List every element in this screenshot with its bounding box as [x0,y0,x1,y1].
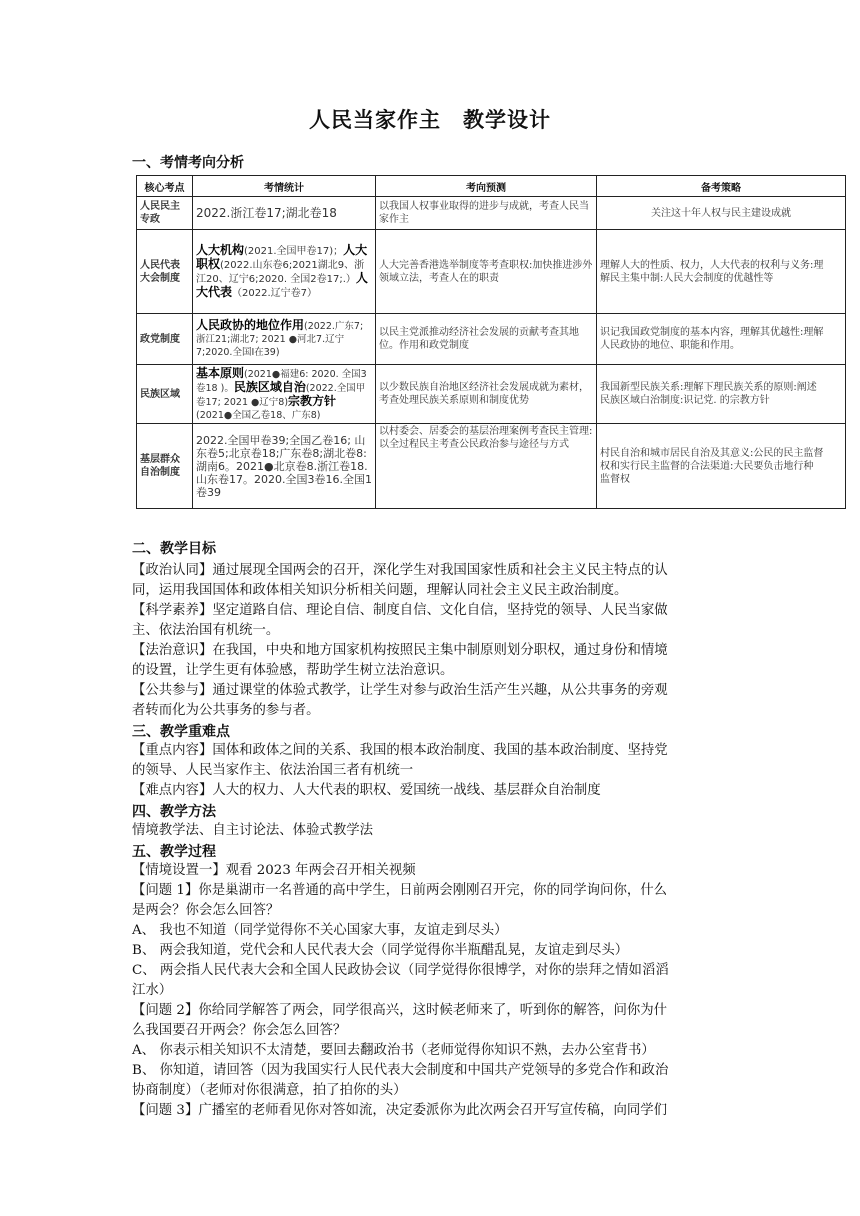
section-heading-analysis: 一、考情考向分析 [132,155,244,171]
table-row [137,230,846,314]
stats-cell [193,314,376,365]
goal-line: 【政治认同】通过展现全国两会的召开，深化学生对我国国家性质和社会主义民主特点的认 [132,563,668,578]
strategy-cell: 识记我国政党制度的基本内容，理解其优越性:理解 人民政协的地位、职能和作用。 [597,314,846,365]
section-heading-methods: 四、教学方法 [132,804,216,820]
keypoint-line: 【重点内容】国体和政体之间的关系、我国的根本政治制度、我国的基本政治制度、坚持党 [132,743,668,758]
page-title: 人民当家作主 教学设计 [309,108,551,132]
keypoint-line: 的领导、人民当家作主、依法治国三者有机统一 [132,763,414,778]
stats-cell: 2022.浙江卷17;湖北卷18 [193,197,376,230]
process-line: B、 你知道，请回答（因为我国实行人民代表大会制度和中国共产党领导的多党合作和政治 [132,1063,669,1078]
stats-bold: 人大代表 [196,270,368,299]
stats-text: (2022.全国甲卷17; 2021 ●辽宁8) [196,382,366,408]
forecast-cell: 人大完善香港选举制度等考查职权:加快推进涉外领域立法，考查人在的职责 [376,230,597,314]
table-row [137,314,846,365]
core-point-cell: 民族区域 [137,365,193,424]
goal-line: 【科学素养】坚定道路自信、理论自信、制度自信、文化自信，坚持党的领导、人民当家做 [132,603,668,618]
goal-line: 主、依法治国有机统一。 [132,623,280,638]
stats-text: (2021●全国乙卷18、广东8) [196,409,321,421]
process-line: B、 两会我知道，党代会和人民代表大会（同学觉得你半瓶醋乱晃，友谊走到尽头） [132,943,629,958]
stats-bold: 人民政协的地位作用 [196,318,305,332]
process-line: A、 你表示相关知识不太清楚，要回去翻政治书（老师觉得你知识不熟，去办公室背书） [132,1043,655,1058]
process-line: 么我国要召开两会？你会怎么回答？ [132,1023,347,1038]
process-line: 【问题 1】你是巢湖市一名普通的高中学生，日前两会刚刚召开完，你的同学询问你，什么 [132,883,668,898]
table-row [137,424,846,509]
goal-line: 者转而化为公共事务的参与者。 [132,703,320,718]
process-line: 【问题 3】广播室的老师看见你对答如流，决定委派你为此次两会召开写宣传稿，向同学们 [132,1103,668,1118]
goal-line: 【公共参与】通过课堂的体验式教学，让学生对参与政治生活产生兴趣，从公共事务的旁观 [132,683,668,698]
goal-line: 的设置，让学生更有体验感，帮助学生树立法治意识。 [132,663,454,678]
stats-cell [193,230,376,314]
process-line: A、 我也不知道（同学觉得你不关心国家大事，友谊走到尽头） [132,923,508,938]
section-heading-keypoints: 三、教学重难点 [132,724,230,740]
analysis-table [136,175,846,509]
stats-bold: 民族区域自治 [233,379,306,394]
table-header-cell: 考情统计 [193,176,376,197]
table-header-row [137,176,846,197]
process-line: 【情境设置一】观看 2023 年两会召开相关视频 [132,863,416,878]
process-line: 协商制度）（老师对你很满意，拍了拍你的头） [132,1083,407,1098]
strategy-cell: 理解人大的性质、权力，人大代表的权利与义务:理 解民主集中制:人民大会制度的优越性等 [597,230,846,314]
method-line: 情境教学法、自主讨论法、体验式教学法 [132,823,374,838]
process-line: 【问题 2】你给同学解答了两会，同学很高兴，这时候老师来了，听到你的解答，问你为什 [132,1003,668,1018]
stats-bold: 基本原则 [196,365,245,380]
stats-text: (2021.全国甲卷17)； [244,245,344,257]
stats-bold: 人大职权 [196,242,368,271]
strategy-cell: 我国新型民族关系:理解下理民族关系的原则:阐述 民族区域白治制度:识记党. 的宗教方针 [597,365,846,424]
core-point-cell: 人民代表大会制度 [137,230,193,314]
forecast-cell: 以少数民族自治地区经济社会发展成就为素材，考查处理民族关系原则和制度优势 [376,365,597,424]
stats-bold: 人大机构 [196,242,245,257]
strategy-cell: 关注这十年人权与民主建设成就 [597,197,846,230]
keypoint-line: 【难点内容】人大的权力、人大代表的职权、爱国统一战线、基层群众自治制度 [132,783,601,798]
process-line: 是两会？你会怎么回答？ [132,903,280,918]
stats-cell [193,365,376,424]
goal-line: 同，运用我国国体和政体相关知识分析相关问题，理解认同社会主义民主政治制度。 [132,583,628,598]
table-header-cell: 核心考点 [137,176,193,197]
stats-cell: 2022.全国甲卷39;全国乙卷16; 山东卷5;北京卷18;广东卷8;湖北卷8:湖南6。2021●北京卷8.浙江卷18.山东卷17。2020.全国3卷16.全国1卷39 [193,424,376,509]
strategy-cell: 村民自治和城市居民自治及其意义:公民的民主监督 权和实行民主监督的合法渠道:大民要负击地行种 监督权 [597,424,846,509]
forecast-cell: 以我国人权事业取得的进步与成就，考查人民当家作主 [376,197,597,230]
stats-text: (2022.山东卷6;2021湖北9、浙江20、辽宁6;2020. 全国2卷17;.） [196,259,365,285]
table-row [137,365,846,424]
forecast-cell: 以村委会、居委会的基层治理案例考查民主管理:以全过程民主考查公民政治参与途径与方式 [376,424,597,509]
section-heading-process: 五、教学过程 [132,844,216,860]
core-point-cell: 基层群众自治制度 [137,424,193,509]
stats-text: (2021●福建6: 2020. 全国3卷18 )。 [196,368,367,394]
forecast-cell: 以民主党派推动经济社会发展的贡献考查其地位。作用和政党制度 [376,314,597,365]
process-line: 江水） [132,983,173,998]
stats-text: (2022.广东7; 浙江21;湖北7; 2021 ●河北7.辽宁7;2020.全国I在39) [196,321,364,358]
stats-text: （2022.辽宁卷7） [232,287,318,299]
core-point-cell: 人民民主专政 [137,197,193,230]
stats-bold: 宗教方针 [288,393,337,408]
table-row [137,197,846,230]
core-point-cell: 政党制度 [137,314,193,365]
table-header-cell: 备考策略 [597,176,846,197]
goal-line: 【法治意识】在我国，中央和地方国家机构按照民主集中制原则划分职权，通过身份和情境 [132,643,668,658]
table-header-cell: 考向预测 [376,176,597,197]
process-line: C、 两会指人民代表大会和全国人民政协会议（同学觉得你很博学，对你的崇拜之情如滔滔 [132,963,669,978]
section-heading-goals: 二、教学目标 [132,541,216,557]
